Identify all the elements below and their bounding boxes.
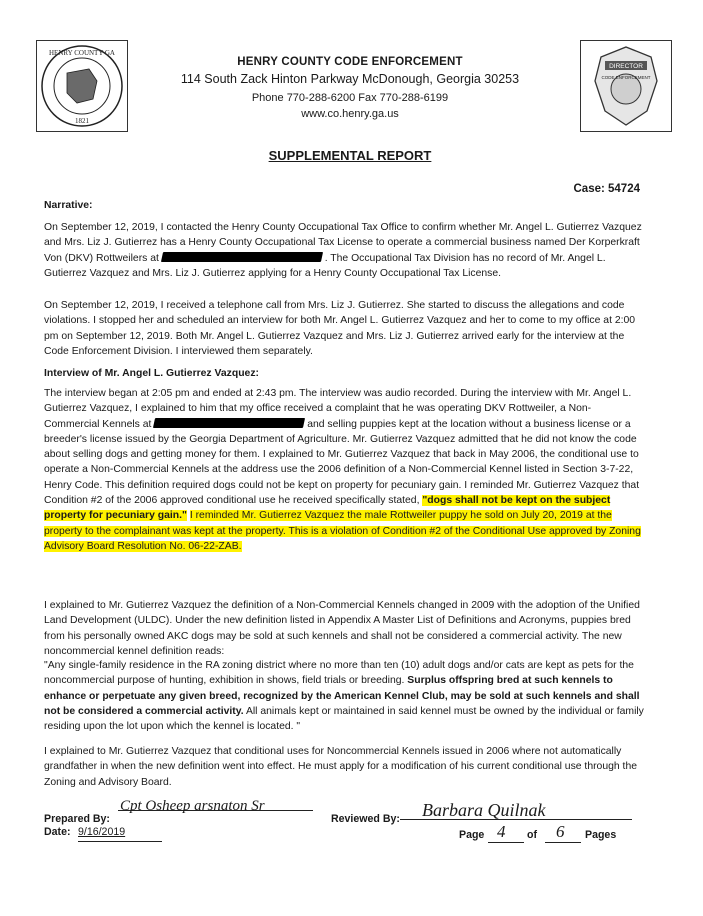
- highlighted-violation: I reminded Mr. Gutierrez Vazquez the male Rottweiler puppy he sold on July 20, 2019 at the property to the complainant was kept at the property. This is a violation of Condition #2 of the Conditional Use approved by Zoning Advisory Board Resolution No. 06-22-ZAB.: [44, 510, 641, 552]
- paragraph-interview: [44, 386, 644, 554]
- report-title: SUPPLEMENTAL REPORT: [268, 148, 432, 163]
- page-num-line: [488, 842, 524, 843]
- paragraph-text: and selling puppies kept at the location without a business license or a breeder's license issued by the Georgia Department of Agriculture. Mr. Gutierrez Vazquez admitted that he did not know the code about selling dogs and getting money for them. I explained to Mr. Gutierrez Vazquez that back in May 2006, the conditional use to operate a Non-Commercial Kennels at the address use the 2006 definition of a Non-Commercial Kennel listed in Section 3-7-22, Henry Code. This definition required dogs could not be kept on property for pecuniary gain. I reminded Mr. Gutierrez Vazquez that Condition #2 of the 2006 approved conditional use he received specifically stated,: [44, 418, 640, 507]
- interview-label: Interview of Mr. Angel L. Gutierrez Vazquez:: [44, 368, 259, 379]
- prepared-signature-text: Cpt Osheep arsnaton Sr: [120, 798, 265, 814]
- highlighted-quote: "dogs shall not be kept on the subject property for pecuniary gain.": [44, 495, 611, 522]
- paragraph-text: All animals kept or maintained in said kennel must be owned by the individual or family residing upon the lot upon which the kennel is located. ": [44, 705, 644, 733]
- director-badge: [580, 40, 672, 132]
- county-seal-icon: [37, 41, 127, 131]
- badge-text: DIRECTOR: [609, 63, 643, 70]
- paragraph-text: . The Occupational Tax Division has no record of Mr. Angel L. Gutierrez Vazquez and Mrs. Liz J. Gutierrez applying for a Henry County Occupational Tax License.: [44, 252, 606, 279]
- org-address: 114 South Zack Hinton Parkway McDonough, Georgia 30253: [180, 72, 520, 86]
- paragraph-conclusion: I explained to Mr. Gutierrez Vazquez that conditional uses for Noncommercial Kennels issued in 2006 where not automatically grandfather in when the new definition went into effect. He must apply for a modification of his current conditional use through the Zoning and Advisory Board.: [44, 746, 638, 788]
- paragraph-text: On September 12, 2019, I contacted the Henry County Occupational Tax Office to confirm whether Mr. Angel L. Gutierrez Vazquez and Mrs. Liz J. Gutierrez has a Henry County Occupational Tax License to operate a commercial business named Der Korperkraft Von (DKV) Rottweilers at: [44, 222, 642, 264]
- org-phone: Phone 770-288-6200 Fax 770-288-6199: [251, 92, 449, 104]
- date-value: 9/16/2019: [78, 826, 126, 838]
- redacted-address: [153, 418, 305, 428]
- org-website: www.co.henry.ga.us: [301, 108, 399, 120]
- paragraph-tax-office: [44, 220, 644, 281]
- page-total-line: [545, 842, 581, 843]
- redacted-address: [161, 252, 323, 262]
- reviewed-signature: [402, 794, 632, 822]
- seal-text: HENRY COUNTY GA: [49, 49, 115, 57]
- narrative-label: Narrative:: [44, 200, 93, 211]
- prepared-by-label: Prepared By:: [44, 813, 110, 825]
- page-label: Page: [459, 829, 485, 841]
- page-number: 4: [497, 822, 506, 841]
- pages-label: Pages: [585, 829, 617, 841]
- paragraph-kennel-definition: [44, 658, 644, 734]
- of-label: of: [527, 829, 537, 841]
- paragraph-text: The interview began at 2:05 pm and ended at 2:43 pm. The interview was audio recorded. During the interview with Mr. Angel L. Gutierrez Vazquez, I explained to him that my office received a complaint that he was operating DKV Rottweiler, a Non-Commercial Kennels at: [44, 388, 632, 430]
- org-name: HENRY COUNTY CODE ENFORCEMENT: [237, 56, 463, 68]
- bold-definition-text: Surplus offspring bred at such kennels to enhance or perpetuate any given breed, recognized by the American Kennel Club, may be sold at such kennels and shall not be considered a commercial activity.: [44, 675, 640, 717]
- badge-icon: [581, 41, 671, 131]
- badge-sub: CODE ENFORCEMENT: [601, 75, 651, 80]
- county-seal: [36, 40, 128, 132]
- paragraph-text: "Any single-family residence in the RA zoning district where no more than ten (10) adult dogs and/or cats are kept as pets for the noncommercial purpose of hunting, exhibition in shows, field trials or breeding.: [44, 660, 634, 687]
- case-number: Case: 54724: [573, 183, 640, 195]
- paragraph-phone-call: On September 12, 2019, I received a telephone call from Mrs. Liz J. Gutierrez. She started to discuss the allegations and code violations. I stopped her and scheduled an interview for both Mr. Angel L. Gutierrez Vazquez and her to come to my office at 2:00 pm on September 12, 2019. Both Mr. Angel L. Gutierrez Vazquez and Mrs. Liz J. Gutierrez arrived early for the interview at the Code Enforcement Division. I interviewed them separately.: [44, 300, 636, 357]
- paragraph-definition: I explained to Mr. Gutierrez Vazquez the definition of a Non-Commercial Kennels changed in 2009 with the adoption of the Unified Land Development (ULDC). Under the new definition listed in Appendix A Master List of Definitions and Acronyms, puppies bred from his personally owned AKC dogs may be sold at such kennels and shall not be considered a commercial activity. The new noncommercial kennel definition reads:: [44, 600, 640, 657]
- prepared-signature: [118, 790, 318, 816]
- date-line: [78, 841, 162, 842]
- seal-year: 1821: [75, 117, 89, 125]
- reviewed-by-label: Reviewed By:: [331, 813, 400, 825]
- page-total: 6: [556, 822, 565, 841]
- reviewed-signature-text: Barbara Quilnak: [422, 800, 546, 820]
- date-label: Date:: [44, 826, 71, 838]
